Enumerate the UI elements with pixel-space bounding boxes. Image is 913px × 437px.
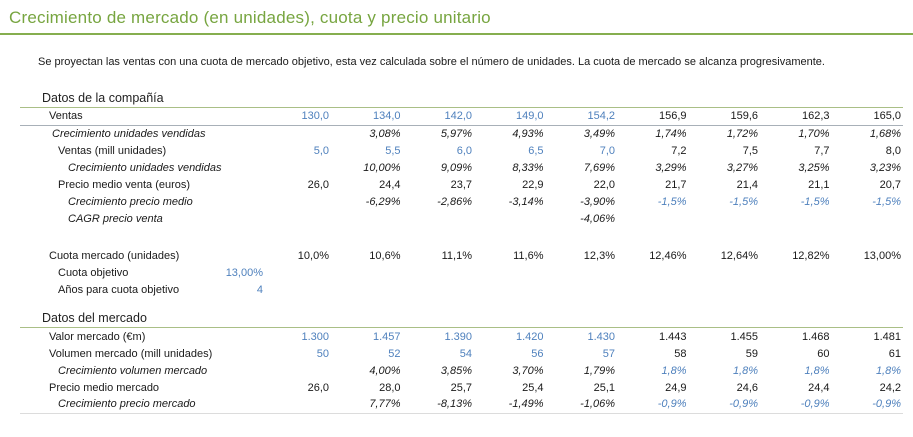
value-cell[interactable]: 21,4	[736, 178, 759, 191]
value-cell[interactable]: 1,79%	[583, 364, 616, 377]
value-cell[interactable]: 7,0	[599, 144, 616, 157]
value-cell[interactable]: 134,0	[331, 108, 403, 125]
row-label-cell[interactable]: Precio medio venta (euros)	[58, 178, 191, 191]
value-cell[interactable]: 1,8%	[732, 364, 759, 377]
table-row	[20, 362, 903, 379]
table-row	[20, 396, 903, 413]
row-label-cell[interactable]: Crecimiento unidades vendidas	[68, 161, 222, 174]
row-label-cell[interactable]: Años para cuota objetivo	[58, 283, 180, 296]
row-label-cell[interactable]: Cuota mercado (unidades)	[49, 249, 180, 262]
section-table-company	[20, 108, 903, 227]
value-cell[interactable]: 60	[817, 347, 830, 360]
value-cell[interactable]: 5,5	[385, 144, 401, 157]
value-cell[interactable]: 11,6%	[513, 249, 544, 262]
table-row	[20, 159, 903, 176]
value-cell[interactable]: 11,1%	[441, 249, 472, 262]
table-row	[20, 247, 903, 264]
value-cell[interactable]: 28,0	[379, 381, 401, 394]
value-cell[interactable]: 5,0	[313, 144, 330, 157]
value-cell[interactable]: 22,9	[522, 178, 544, 191]
row-label-cell[interactable]: Ventas (mill unidades)	[58, 144, 167, 157]
value-cell[interactable]	[265, 125, 331, 142]
value-cell[interactable]: 149,0	[474, 108, 546, 125]
row-label-cell[interactable]: Crecimiento precio medio	[68, 195, 193, 208]
value-cell[interactable]: 10,6%	[369, 249, 401, 262]
value-cell[interactable]: 1,8%	[661, 364, 687, 377]
section-table-market	[20, 328, 903, 414]
projection-model	[0, 90, 913, 414]
table-row	[20, 193, 903, 210]
value-cell[interactable]: -8,13%	[437, 398, 473, 411]
value-cell[interactable]: 9,09%	[440, 161, 473, 174]
value-cell[interactable]: 3,29%	[655, 161, 687, 174]
value-cell[interactable]: 4,00%	[369, 364, 401, 377]
value-cell[interactable]: 52	[388, 347, 401, 360]
table-row	[20, 264, 903, 281]
value-cell[interactable]: -1,49%	[508, 398, 544, 411]
value-cell[interactable]: 1,68%	[869, 127, 902, 140]
table-row	[20, 210, 903, 227]
value-cell[interactable]: 1.455	[730, 330, 759, 343]
row-label-cell[interactable]: Precio medio mercado	[49, 381, 160, 394]
value-cell[interactable]: -0,9%	[872, 398, 902, 411]
value-cell[interactable]: -0,9%	[657, 398, 687, 411]
value-cell[interactable]: 61	[888, 347, 902, 360]
section-heading-company: Datos de la compañía	[20, 90, 903, 108]
value-cell[interactable]	[265, 159, 331, 176]
value-cell[interactable]: 130,0	[265, 108, 331, 125]
value-cell[interactable]: 6,0	[456, 144, 473, 157]
value-cell[interactable]	[265, 362, 331, 379]
value-cell[interactable]: 7,69%	[583, 161, 616, 174]
value-cell[interactable]: 8,33%	[512, 161, 544, 174]
value-cell[interactable]: 1.468	[801, 330, 830, 343]
value-cell[interactable]: 10,00%	[363, 161, 401, 174]
value-cell[interactable]: 1.390	[444, 330, 473, 343]
value-cell[interactable]	[265, 396, 331, 413]
row-label-cell[interactable]: CAGR precio venta	[68, 212, 163, 225]
value-cell[interactable]: 10,0%	[297, 249, 329, 262]
table-row	[20, 125, 903, 142]
value-cell[interactable]: 24,4	[808, 381, 830, 394]
value-cell[interactable]: -4,06%	[580, 212, 616, 225]
table-row	[20, 281, 903, 298]
value-cell[interactable]: 12,82%	[792, 249, 830, 262]
value-cell[interactable]: 25,1	[593, 381, 616, 394]
value-cell[interactable]: 3,70%	[512, 364, 544, 377]
value-cell[interactable]: 24,4	[379, 178, 401, 191]
input-cell[interactable]: 13,00%	[225, 266, 263, 279]
value-cell[interactable]: 26,0	[307, 178, 330, 191]
value-cell[interactable]: 1.443	[658, 330, 687, 343]
value-cell[interactable]: 12,3%	[583, 249, 615, 262]
value-cell[interactable]: 50	[316, 347, 330, 360]
value-cell[interactable]: 3,25%	[798, 161, 830, 174]
intro-note: Se proyectan las ventas con una cuota de mercado objetivo, esta vez calculada sobre el número de unidades. La cuota de mercado se alcanza progresivamente.	[38, 56, 825, 68]
value-cell[interactable]: -3,90%	[580, 195, 616, 208]
value-cell[interactable]: 165,0	[832, 108, 904, 125]
value-cell[interactable]	[265, 193, 331, 210]
value-cell[interactable]: 1.300	[301, 330, 330, 343]
value-cell[interactable]: 154,2	[546, 108, 618, 125]
value-cell[interactable]: 23,7	[450, 178, 473, 191]
value-cell[interactable]	[265, 210, 331, 227]
value-cell[interactable]: 12,64%	[720, 249, 758, 262]
value-cell[interactable]: 1,74%	[655, 127, 687, 140]
row-label-cell[interactable]: Crecimiento precio mercado	[58, 398, 196, 411]
value-cell[interactable]: 6,5	[528, 144, 544, 157]
table-row	[20, 108, 903, 125]
value-cell[interactable]: 162,3	[760, 108, 832, 125]
value-cell[interactable]: 156,9	[617, 108, 689, 125]
value-cell[interactable]: -0,9%	[729, 398, 759, 411]
value-cell[interactable]: 25,7	[450, 381, 473, 394]
value-cell[interactable]: 4,93%	[512, 127, 544, 140]
row-label-cell[interactable]: Crecimiento volumen mercado	[58, 364, 208, 377]
value-cell[interactable]: 5,97%	[440, 127, 473, 140]
value-cell[interactable]: 1,8%	[875, 364, 902, 377]
value-cell[interactable]: 7,5	[742, 144, 759, 157]
value-cell[interactable]: 22,0	[593, 178, 616, 191]
value-cell[interactable]: 1,70%	[798, 127, 830, 140]
value-cell[interactable]: 56	[531, 347, 544, 360]
row-label-cell[interactable]: Volumen mercado (mill unidades)	[49, 347, 213, 360]
value-cell[interactable]: 24,2	[879, 381, 902, 394]
value-cell[interactable]: 1,72%	[726, 127, 759, 140]
row-label-cell[interactable]: Valor mercado (€m)	[49, 330, 146, 343]
value-cell[interactable]: 24,9	[665, 381, 687, 394]
table-row	[20, 379, 903, 396]
value-cell[interactable]: -1,5%	[657, 195, 687, 208]
value-cell[interactable]: 58	[674, 347, 687, 360]
value-cell[interactable]: 7,77%	[369, 398, 401, 411]
value-cell[interactable]	[617, 210, 689, 227]
value-cell[interactable]: -0,9%	[800, 398, 830, 411]
empty-cell[interactable]	[265, 264, 903, 281]
value-cell[interactable]	[331, 210, 403, 227]
table-row	[20, 345, 903, 362]
value-cell[interactable]: -1,5%	[800, 195, 830, 208]
table-row	[20, 176, 903, 193]
value-cell[interactable]: 25,4	[522, 381, 544, 394]
value-cell[interactable]: 159,6	[689, 108, 761, 125]
value-cell[interactable]	[474, 210, 546, 227]
title-rule	[0, 0, 913, 35]
value-cell[interactable]: 7,2	[671, 144, 687, 157]
value-cell[interactable]: -1,5%	[729, 195, 759, 208]
value-cell[interactable]: 8,0	[885, 144, 902, 157]
value-cell[interactable]: 142,0	[403, 108, 475, 125]
value-cell[interactable]: 1,8%	[804, 364, 830, 377]
value-cell[interactable]: 13,00%	[863, 249, 901, 262]
value-cell[interactable]	[689, 210, 761, 227]
table-row	[20, 142, 903, 159]
value-cell[interactable]: 26,0	[307, 381, 330, 394]
value-cell[interactable]: 59	[745, 347, 759, 360]
value-cell[interactable]: 24,6	[736, 381, 759, 394]
value-cell[interactable]: 1.457	[372, 330, 401, 343]
value-cell[interactable]: 20,7	[879, 178, 902, 191]
value-cell[interactable]: 54	[459, 347, 473, 360]
input-cell[interactable]: 4	[256, 283, 263, 296]
value-cell[interactable]: 3,27%	[726, 161, 759, 174]
value-cell[interactable]: 12,46%	[649, 249, 687, 262]
value-cell[interactable]: 3,85%	[440, 364, 473, 377]
empty-cell[interactable]	[265, 281, 903, 298]
value-cell[interactable]: 21,7	[665, 178, 687, 191]
value-cell[interactable]	[403, 210, 475, 227]
value-cell[interactable]	[760, 210, 832, 227]
value-cell[interactable]: -1,06%	[580, 398, 616, 411]
value-cell[interactable]: -1,5%	[872, 195, 902, 208]
value-cell[interactable]: -6,29%	[365, 195, 401, 208]
value-cell[interactable]: 1.430	[587, 330, 616, 343]
section-heading-market: Datos del mercado	[20, 310, 903, 328]
value-cell[interactable]: -2,86%	[437, 195, 473, 208]
value-cell[interactable]	[832, 210, 904, 227]
row-label-cell[interactable]: Cuota objetivo	[58, 266, 129, 279]
value-cell[interactable]: -3,14%	[508, 195, 544, 208]
section-table-cuota	[20, 247, 903, 298]
value-cell[interactable]: 57	[602, 347, 616, 360]
value-cell[interactable]: 3,08%	[369, 127, 401, 140]
value-cell[interactable]: 7,7	[814, 144, 830, 157]
value-cell[interactable]: 1.420	[515, 330, 544, 343]
row-label-cell[interactable]: Ventas	[20, 108, 265, 125]
row-label-cell[interactable]: Crecimiento unidades vendidas	[52, 127, 206, 140]
page-title: Crecimiento de mercado (en unidades), cuota y precio unitario	[9, 8, 491, 27]
value-cell[interactable]: 21,1	[808, 178, 830, 191]
value-cell[interactable]: 3,49%	[583, 127, 616, 140]
value-cell[interactable]: 3,23%	[869, 161, 902, 174]
table-row	[20, 328, 903, 345]
value-cell[interactable]: 1.481	[873, 330, 902, 343]
